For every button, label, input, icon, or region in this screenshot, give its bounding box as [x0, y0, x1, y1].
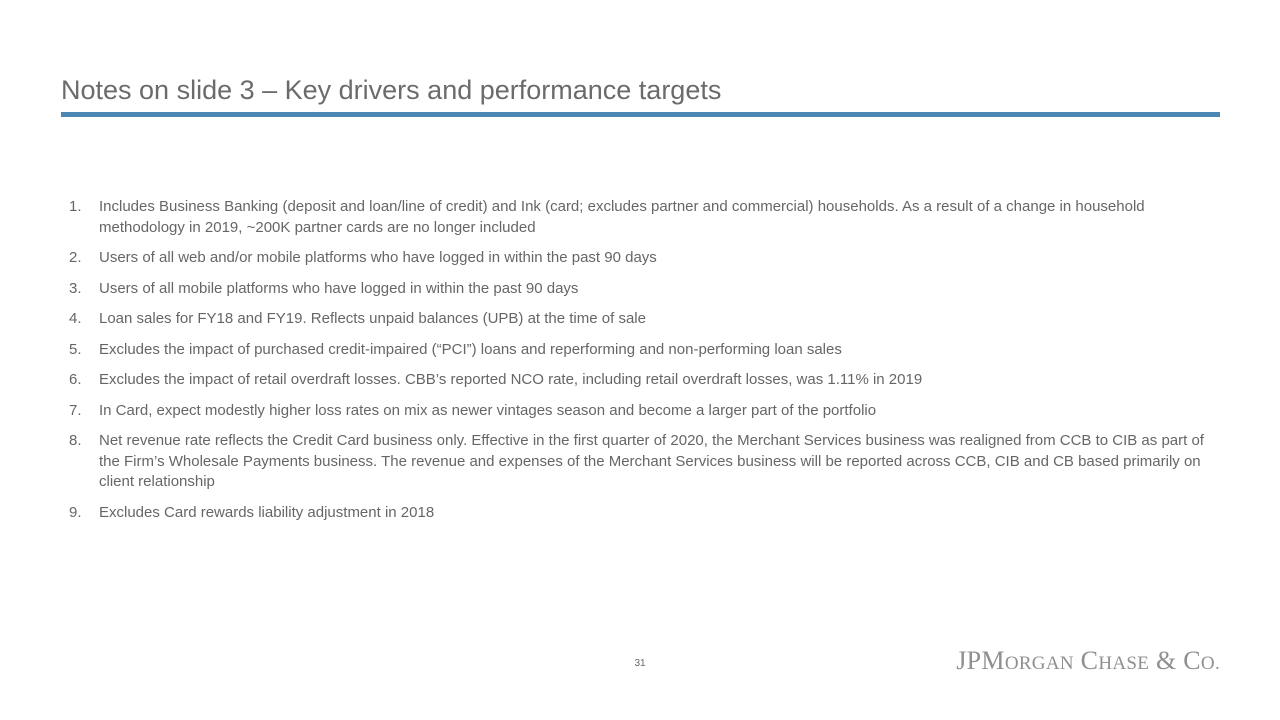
logo-part: & C: [1149, 646, 1201, 675]
company-logo: [956, 646, 1220, 679]
note-text: In Card, expect modestly higher loss rates on mix as newer vintages season and become a larger part of the portfolio: [99, 401, 877, 419]
note-text: Users of all mobile platforms who have logged in within the past 90 days: [99, 279, 579, 297]
title-divider: [61, 112, 1220, 117]
note-number: 6.: [69, 371, 82, 388]
logo-part: O.: [1200, 653, 1220, 674]
note-item: [61, 340, 1220, 361]
note-text: Excludes the impact of purchased credit-impaired (“PCI”) loans and reperforming and non-performing loan sales: [99, 340, 842, 358]
note-item: [61, 370, 1220, 391]
slide-title: Notes on slide 3 – Key drivers and performance targets: [61, 75, 722, 105]
note-text: Loan sales for FY18 and FY19. Reflects unpaid balances (UPB) at the time of sale: [99, 310, 646, 327]
note-number: 2.: [69, 249, 82, 266]
note-number: 1.: [69, 198, 82, 215]
note-text: Includes Business Banking (deposit and loan/line of credit) and Ink (card; excludes partner and commercial) households. As a result of a change in household methodology in 2019, ~200K partner cards are no longer included: [99, 198, 1145, 236]
note-text: Net revenue rate reflects the Credit Card business only. Effective in the first quarter of 2020, the Merchant Services business was realigned from CCB to CIB as part of the Firm’s Wholesale Payments business. The revenue and expenses of the Merchant Services business will be reported across CCB, CIB and CB based primarily on client relationship: [99, 432, 1204, 490]
page-number: 31: [634, 658, 646, 669]
note-number: 9.: [69, 503, 82, 521]
notes-list: [61, 197, 1220, 533]
note-item: [61, 503, 1220, 524]
note-item: [61, 248, 1220, 269]
note-text: Excludes Card rewards liability adjustment in 2018: [99, 503, 435, 521]
note-item: [61, 197, 1220, 238]
note-number: 7.: [69, 401, 82, 419]
note-text: Users of all web and/or mobile platforms who have logged in within the past 90 days: [99, 249, 657, 266]
note-number: 5.: [69, 340, 82, 358]
logo-part: HASE: [1098, 653, 1150, 674]
logo-part: ORGAN: [1004, 653, 1074, 674]
note-number: 3.: [69, 279, 82, 297]
note-number: 4.: [69, 310, 82, 327]
note-item: [61, 309, 1220, 330]
note-item: [61, 401, 1220, 422]
note-item: [61, 431, 1220, 493]
note-number: 8.: [69, 432, 82, 449]
note-text: Excludes the impact of retail overdraft losses. CBB’s reported NCO rate, including retail overdraft losses, was 1.11% in 2019: [99, 371, 923, 388]
logo-part: C: [1073, 646, 1099, 675]
logo-part: JPM: [956, 646, 1005, 675]
note-item: [61, 279, 1220, 300]
